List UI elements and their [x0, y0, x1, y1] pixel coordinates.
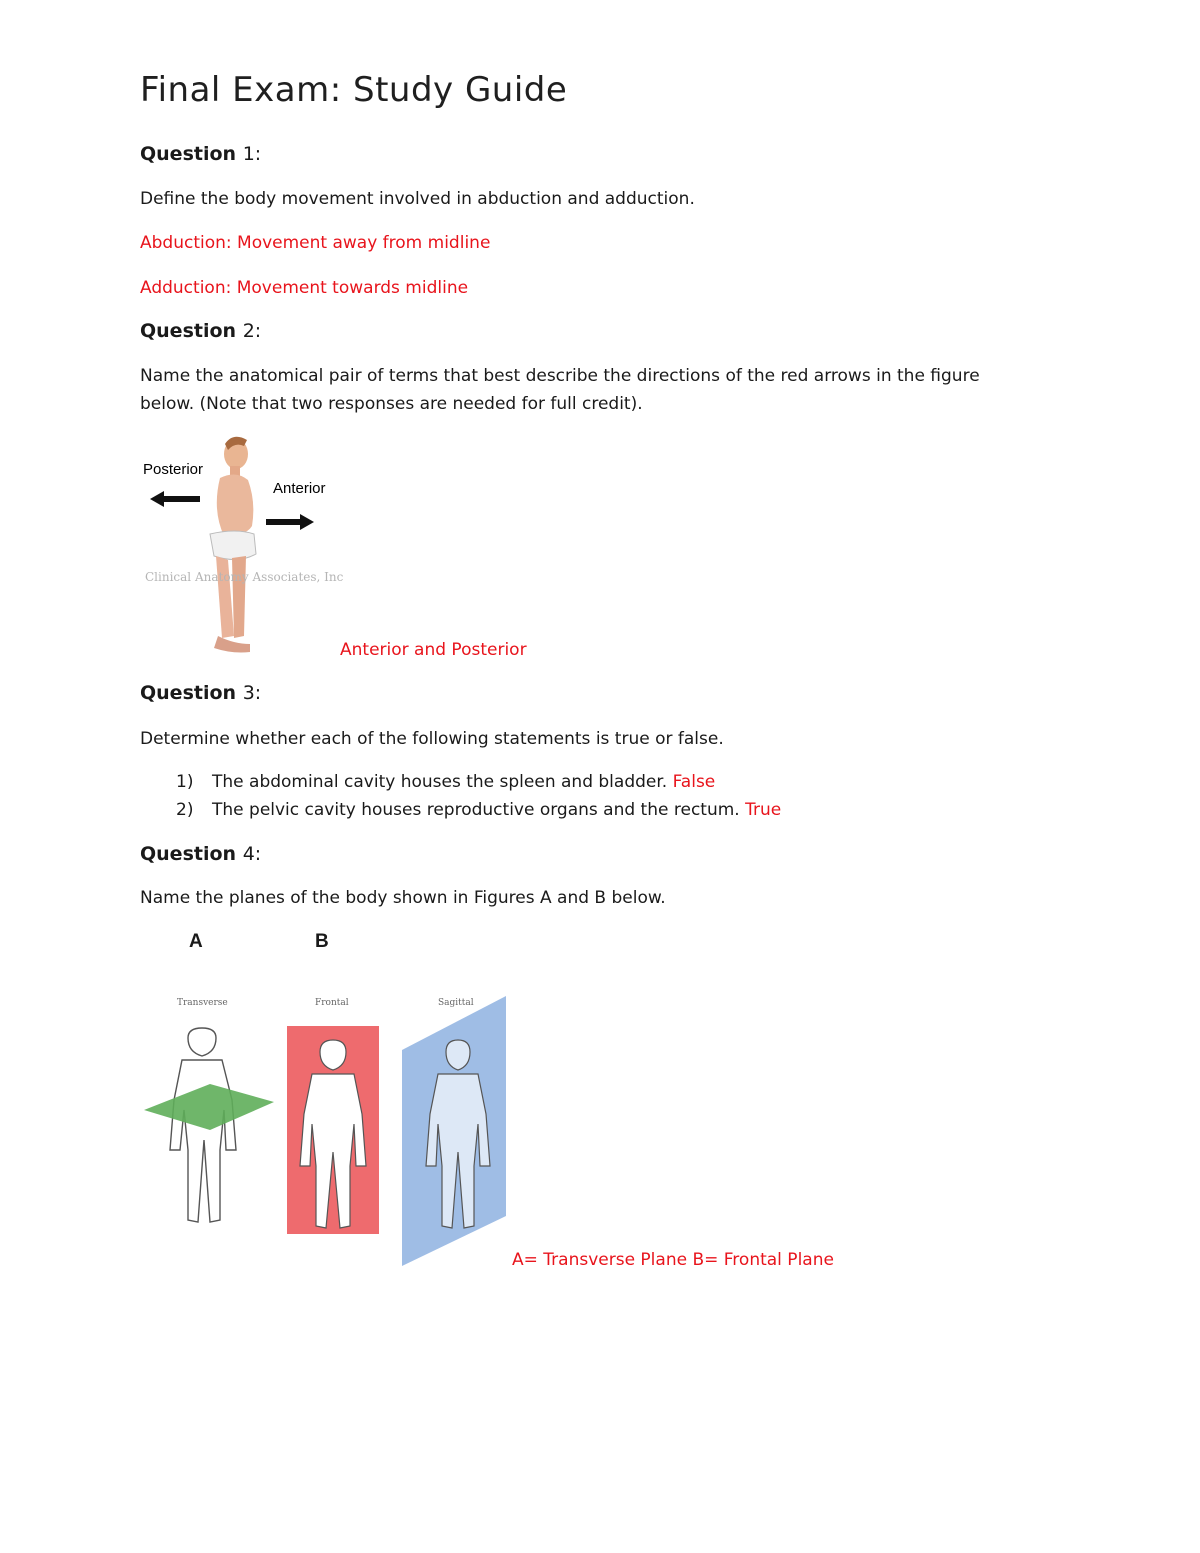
- anterior-label: Anterior: [273, 480, 326, 497]
- body-planes-figure: [140, 990, 510, 1270]
- list-item-number: 1): [176, 772, 194, 792]
- lateral-body-figure: [140, 430, 350, 662]
- plane-label-frontal: Frontal: [315, 998, 349, 1008]
- question-1-prompt: Define the body movement involved in abduction and adduction.: [140, 189, 695, 209]
- question-2-heading: [140, 320, 261, 342]
- person-side-view-icon: [210, 437, 256, 653]
- question-1-heading: [140, 143, 261, 165]
- question-1-number: 1:: [242, 143, 262, 165]
- figure-label-b: B: [315, 931, 329, 952]
- question-4-heading: [140, 843, 261, 865]
- frontal-plane-figure: [287, 1026, 379, 1234]
- list-item-text: The pelvic cavity houses reproductive organs and the rectum.: [212, 800, 746, 820]
- anterior-arrow: [266, 514, 314, 530]
- question-3-prompt: Determine whether each of the following statements is true or false.: [140, 729, 724, 749]
- figure-label-a: A: [189, 931, 203, 952]
- question-4-number: 4:: [242, 843, 262, 865]
- question-3-word: Question: [140, 682, 237, 704]
- plane-label-sagittal: Sagittal: [438, 998, 474, 1008]
- question-2-number: 2:: [242, 320, 262, 342]
- question-2-answer: Anterior and Posterior: [340, 640, 527, 660]
- question-3-number: 3:: [242, 682, 262, 704]
- list-item-number: 2): [176, 800, 194, 820]
- posterior-arrow: [150, 491, 200, 507]
- question-4-word: Question: [140, 843, 237, 865]
- question-1-answer-adduction: Adduction: Movement towards midline: [140, 278, 469, 298]
- question-4-prompt: Name the planes of the body shown in Figures A and B below.: [140, 888, 666, 908]
- transverse-plane: [144, 1084, 274, 1130]
- question-1-answer-abduction: Abduction: Movement away from midline: [140, 233, 491, 253]
- plane-label-transverse: Transverse: [177, 998, 228, 1008]
- question-4-answer: A= Transverse Plane B= Frontal Plane: [512, 1250, 834, 1270]
- posterior-label: Posterior: [143, 461, 204, 478]
- list-item-answer: False: [672, 772, 716, 792]
- list-item: [176, 800, 781, 820]
- figure-watermark: Clinical Anatomy Associates, Inc: [145, 570, 344, 584]
- list-item: [176, 772, 715, 792]
- sagittal-plane-figure: [402, 996, 506, 1266]
- page-title: Final Exam: Study Guide: [140, 70, 568, 110]
- question-2-word: Question: [140, 320, 237, 342]
- question-1-word: Question: [140, 143, 237, 165]
- list-item-answer: True: [745, 800, 782, 820]
- transverse-plane-figure: [144, 1028, 274, 1222]
- question-3-heading: [140, 682, 261, 704]
- question-2-prompt: Name the anatomical pair of terms that best describe the directions of the red arrows in the figure below. (Note that two responses are needed for full credit).: [140, 366, 980, 414]
- list-item-text: The abdominal cavity houses the spleen and bladder.: [212, 772, 673, 792]
